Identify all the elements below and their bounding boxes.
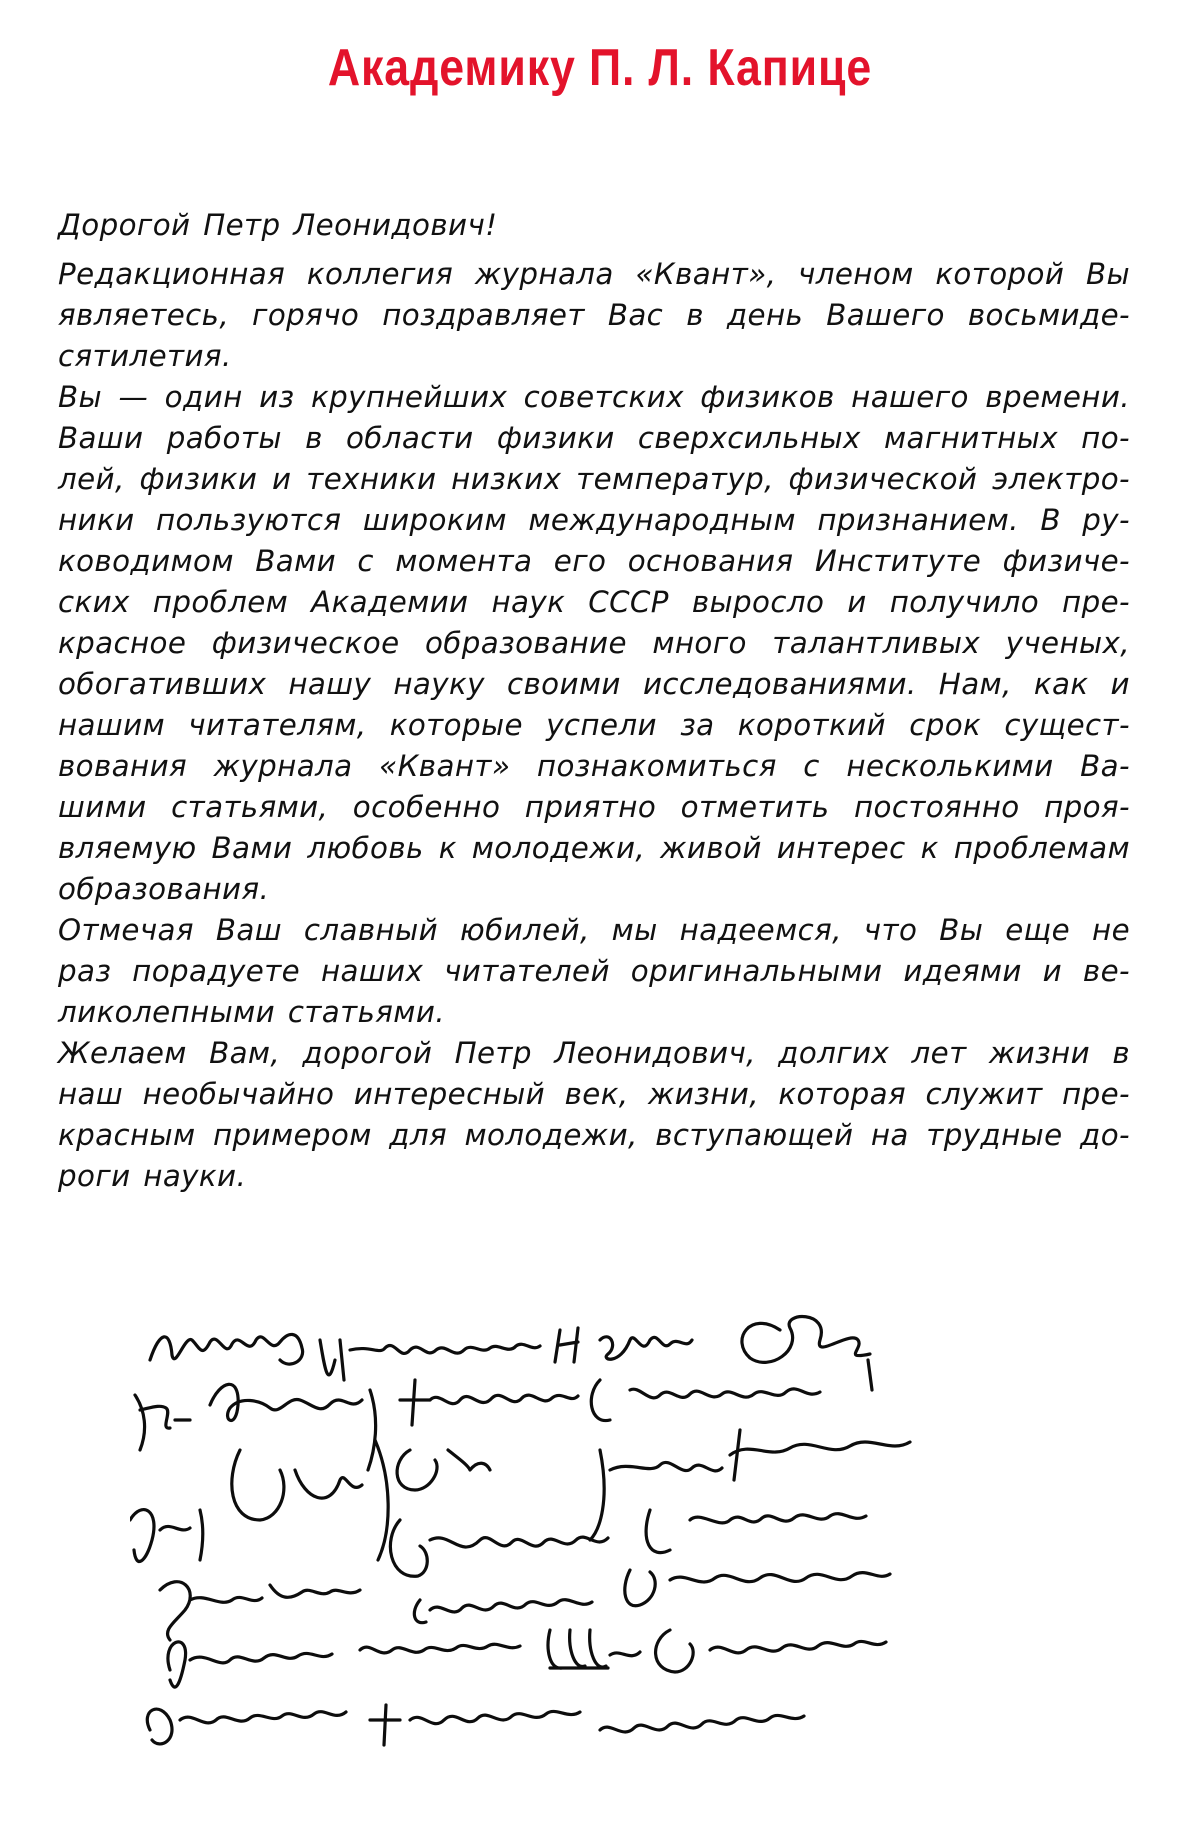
signature xyxy=(591,1380,820,1421)
letter-salutation: Дорогой Петр Леонидович! xyxy=(58,208,498,242)
letter-line: нашим читателям, которые успели за короткий срок сущест- xyxy=(58,708,1130,742)
signature xyxy=(400,1380,578,1425)
signature xyxy=(600,1715,804,1732)
letter-line: ских проблем Академии наук СССР выросло и получило пре- xyxy=(58,585,1130,619)
letter-line: раз порадуете наших читателей оригинальными идеями и ве- xyxy=(58,954,1130,988)
signature xyxy=(742,1317,870,1363)
signature xyxy=(548,1630,640,1668)
letter-line: наш необычайно интересный век, жизни, которая служит пре- xyxy=(58,1077,1130,1111)
letter-line: Отмечая Ваш славный юбилей, мы надеемся, что Вы еще не xyxy=(58,913,1130,947)
signature xyxy=(646,1510,866,1553)
signature xyxy=(320,1340,540,1380)
letter-line: Желаем Вам, дорогой Петр Леонидович, долгих лет жизни в xyxy=(58,1036,1130,1070)
signature xyxy=(730,1430,910,1480)
letter-line: Вы — один из крупнейших советских физиков нашего времени. xyxy=(58,380,1130,414)
signature xyxy=(150,1334,303,1364)
letter-line: ники пользуются широким международным признанием. В ру- xyxy=(58,503,1130,537)
letter-line: вования журнала «Квант» познакомиться с несколькими Ва- xyxy=(58,749,1130,783)
signature xyxy=(397,1450,490,1490)
letter-body xyxy=(58,205,1130,1197)
signature xyxy=(625,1570,890,1606)
signature xyxy=(370,1705,580,1745)
letter-line: обогативших нашу науку своими исследованиями. Нам, как и xyxy=(58,667,1130,701)
letter-line: лей, физики и техники низких температур, физической электро- xyxy=(58,462,1130,496)
letter-line: красное физическое образование много талантливых ученых, xyxy=(58,626,1130,660)
signature xyxy=(414,1600,592,1623)
signature xyxy=(160,1582,360,1640)
letter-line: Ваши работы в области физики сверхсильных магнитных по- xyxy=(58,421,1130,455)
signature xyxy=(390,1520,608,1576)
signature xyxy=(656,1630,886,1672)
letter-line: роги науки. xyxy=(58,1159,247,1193)
page-title: Академику П. Л. Капице xyxy=(327,39,873,97)
signature xyxy=(590,1450,722,1540)
signature xyxy=(232,1450,362,1520)
signature xyxy=(555,1328,692,1362)
letter-line: Редакционная коллегия журнала «Квант», членом которой Вы xyxy=(58,257,1130,291)
letter-line: сятилетия. xyxy=(58,339,232,373)
letter-line: образования. xyxy=(58,872,270,906)
letter-line: ликолепными статьями. xyxy=(58,995,445,1029)
signature xyxy=(868,1360,872,1390)
letter-line: ководимом Вами с момента его основания Институте физиче- xyxy=(58,544,1130,578)
signature xyxy=(135,1395,190,1450)
signature xyxy=(147,1709,346,1744)
signature xyxy=(168,1642,332,1687)
signature xyxy=(210,1384,376,1470)
signature xyxy=(375,1440,388,1560)
letter-line: являетесь, горячо поздравляет Вас в день Вашего восьмиде- xyxy=(58,298,1130,332)
signature xyxy=(130,1510,203,1562)
letter-line: шими статьями, особенно приятно отметить постоянно проя- xyxy=(58,790,1130,824)
signatures-block xyxy=(130,1300,1050,1800)
letter-line: вляемую Вами любовь к молодежи, живой интерес к проблемам xyxy=(58,831,1130,865)
signature xyxy=(360,1644,520,1653)
letter-line: красным примером для молодежи, вступающей на трудные до- xyxy=(58,1118,1130,1152)
